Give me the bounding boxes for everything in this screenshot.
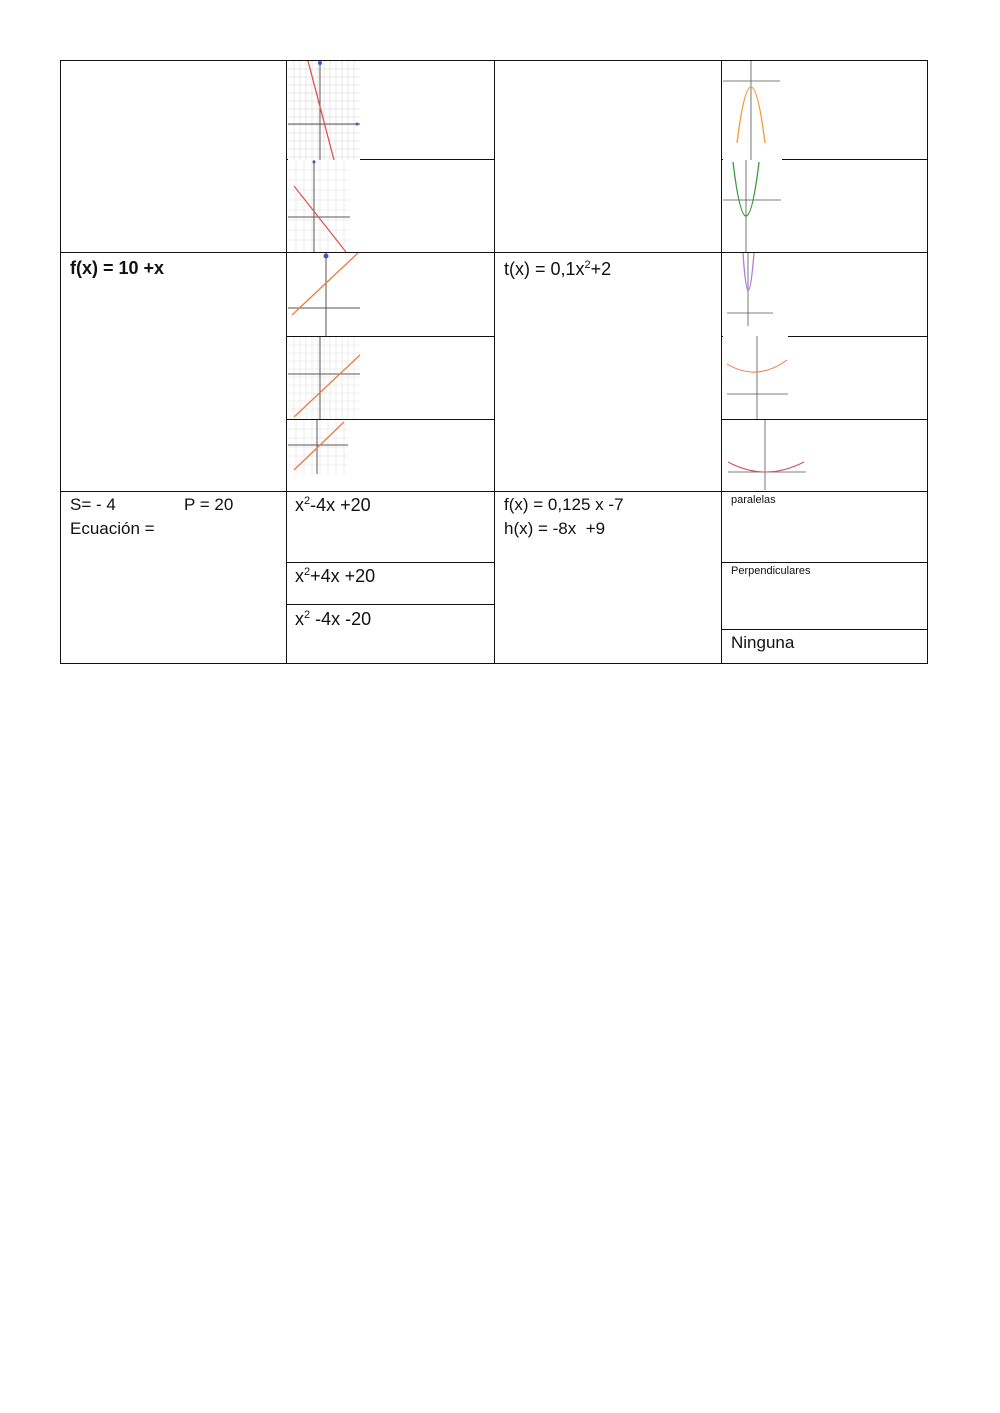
- graph-wide-orange-parabola[interactable]: [723, 332, 788, 419]
- relation-option-perpendicular[interactable]: Perpendiculares: [731, 565, 811, 577]
- function-t-prefix: t(x) = 0,1x: [504, 259, 585, 279]
- column-divider-2: [494, 60, 495, 664]
- graph-increasing-line-b[interactable]: [288, 337, 360, 419]
- sum-value: S= - 4: [70, 495, 116, 514]
- function-t-label: [504, 257, 611, 281]
- table-border-left: [60, 60, 61, 664]
- equation-option[interactable]: $x^2-4x +20$: [295, 495, 371, 515]
- graph-increasing-line-a[interactable]: [288, 253, 360, 336]
- graph-steep-decreasing-line[interactable]: [288, 61, 360, 160]
- graph-purple-parabola[interactable]: [723, 253, 785, 326]
- graph-increasing-line-c[interactable]: [288, 420, 348, 474]
- subrow-divider: [286, 562, 495, 563]
- function-t-suffix: +2: [590, 259, 612, 279]
- product-value: P = 20: [184, 495, 234, 514]
- relation-option-parallel[interactable]: paralelas: [731, 494, 776, 506]
- row-divider-2: [60, 491, 928, 492]
- column-divider-1: [286, 60, 287, 664]
- graph-green-parabola[interactable]: [723, 160, 783, 252]
- row-divider-1: [60, 252, 928, 253]
- relation-option-none[interactable]: Ninguna: [731, 633, 795, 652]
- function-h-linear: h(x) = -8x +9: [504, 519, 606, 538]
- graph-flat-red-parabola[interactable]: [728, 420, 806, 490]
- function-f-linear: f(x) = 0,125 x -7: [504, 495, 624, 514]
- equation-option[interactable]: $x^2$ -4x -20: [295, 609, 372, 629]
- graph-orange-parabola[interactable]: [723, 61, 782, 160]
- column-divider-3: [721, 60, 722, 664]
- subrow-divider: [721, 562, 928, 563]
- table-border-right: [927, 60, 928, 664]
- subrow-divider: [721, 629, 928, 630]
- subrow-divider: [286, 604, 495, 605]
- equation-option[interactable]: $x^2+4x +20$: [295, 566, 376, 586]
- function-f-label: f(x) = 10 +x: [70, 258, 165, 278]
- graph-decreasing-line[interactable]: [288, 160, 350, 252]
- equation-label: Ecuación =: [70, 519, 155, 538]
- function-t-exponent: 2: [584, 259, 591, 271]
